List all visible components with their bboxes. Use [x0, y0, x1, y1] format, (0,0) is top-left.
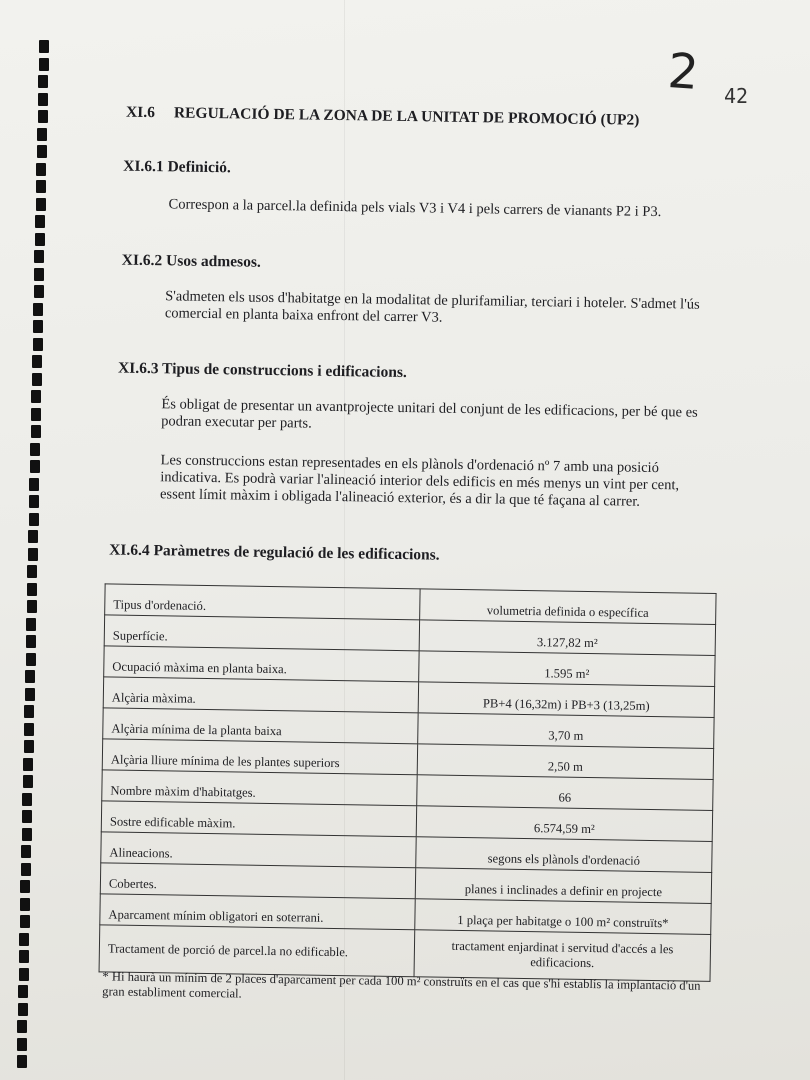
parameter-value: planes i inclinades a definir en projecte [415, 868, 711, 904]
parameter-value: 66 [417, 775, 713, 811]
parameters-table [99, 583, 717, 982]
paragraph-usos: S'admeten els usos d'habitatge en la modalitat de plurifamiliar, terciari i hoteler. S'admet l'ús comercial en planta baixa enfront del carrer V3. [164, 288, 700, 326]
subsection-number: XI.6.4 [109, 541, 150, 560]
page-number: 42 [724, 84, 749, 108]
subsection-heading-parametres [109, 541, 440, 564]
parameter-value: 3.127,82 m² [419, 620, 715, 656]
paragraph-definicio: Correspon a la parcel.la definida pels vials V3 i V4 i pels carrers de vianants P2 i P3. [168, 196, 662, 221]
parameter-value: volumetria definida o específica [420, 589, 716, 625]
section-title: REGULACIÓ DE LA ZONA DE LA UNITAT DE PROMOCIÓ (UP2) [173, 104, 640, 129]
parameter-label: Alçària mínima de la planta baixa [103, 708, 418, 744]
subsection-number: XI.6.3 [117, 359, 159, 378]
parameter-value: PB+4 (16,32m) i PB+3 (13,25m) [418, 682, 714, 718]
paragraph-tipus-1: És obligat de presentar un avantprojecte unitari del conjunt de les edificacions, per bé que es podran executar per parts. [161, 396, 698, 432]
parameter-value: 2,50 m [417, 744, 713, 780]
parameter-label: Ocupació màxima en planta baixa. [104, 646, 419, 682]
handwritten-number: 2 [666, 43, 701, 101]
section-heading [126, 104, 640, 130]
subsection-heading-definicio [123, 158, 231, 178]
parameter-label: Sostre edificable màxim. [101, 801, 416, 837]
subsection-title: Usos admesos. [165, 252, 261, 271]
parameter-value: 6.574,59 m² [416, 806, 712, 842]
subsection-number: XI.6.1 [123, 157, 164, 176]
subsection-heading-usos [122, 252, 261, 272]
parameter-value: tractament enjardinat i servitud d'accés a les edificacions. [414, 930, 711, 982]
parameter-value: 3,70 m [418, 713, 714, 749]
subsection-title: Definició. [167, 158, 231, 177]
parameter-value: 1 plaça per habitatge o 100 m² construïts* [415, 899, 711, 935]
parameter-label: Alineacions. [101, 832, 416, 868]
parameter-label: Tractament de porció de parcel.la no edificable. [99, 925, 415, 977]
parameter-label: Nombre màxim d'habitatges. [102, 770, 417, 806]
paragraph-tipus-2: Les construccions estan representades en els plànols d'ordenació nº 7 amb una posició indicativa. Es podrà variar l'alineació interior dels edificis en més menys un vint per cent, essent límit màxim i obligada l'alineació exterior, és a dir la que té façana al carrer. [159, 452, 680, 510]
parameter-label: Alçària lliure mínima de les plantes superiors [102, 739, 417, 775]
subsection-number: XI.6.2 [121, 251, 163, 270]
parameter-value: 1.595 m² [419, 651, 715, 687]
subsection-heading-tipus [118, 360, 407, 383]
section-number: XI.6 [125, 103, 156, 122]
parameter-label: Cobertes. [100, 863, 415, 899]
parameter-label: Alçària màxima. [103, 677, 418, 713]
parameter-value: segons els plànols d'ordenació [416, 837, 712, 873]
subsection-title: Tipus de construccions i edificacions. [161, 360, 407, 382]
parameter-label: Aparcament mínim obligatori en soterrani. [100, 894, 415, 930]
parameter-label: Superfície. [104, 615, 419, 651]
footnote: * Hi haurà un mínim de 2 places d'aparcament per cada 100 m² construïts en el cas que s'hi establís la implantació d'un gran establiment comercial. [102, 969, 701, 1001]
subsection-title: Paràmetres de regulació de les edificacions. [153, 542, 440, 564]
parameter-label: Tipus d'ordenació. [105, 584, 420, 620]
